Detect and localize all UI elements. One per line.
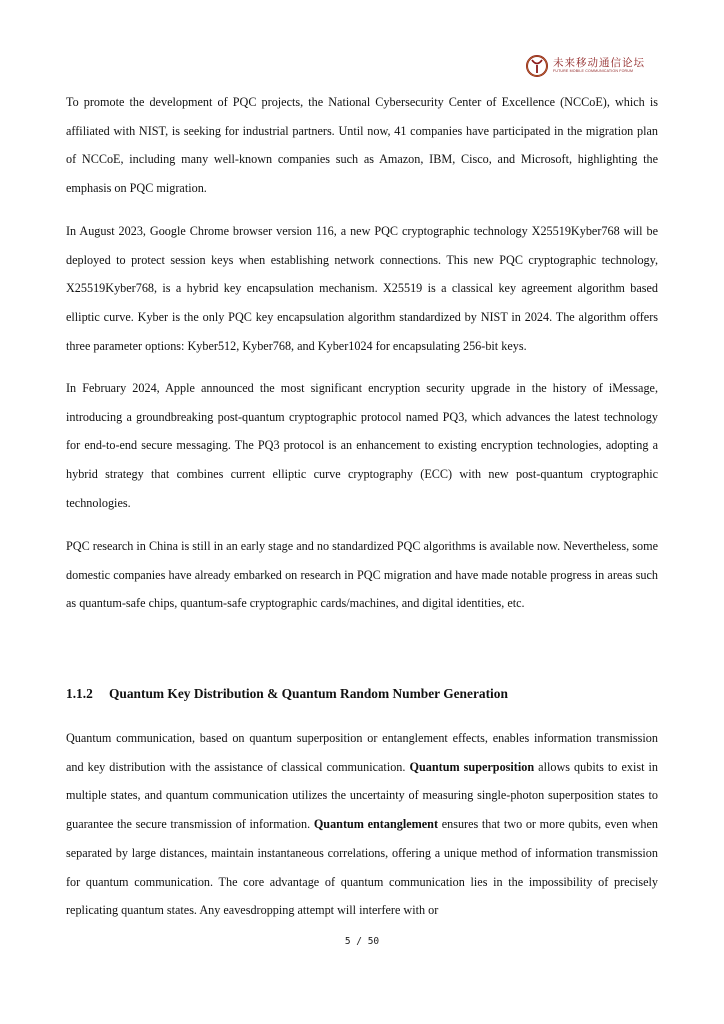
forum-logo-icon [525,54,549,78]
term-quantum-entanglement: Quantum entanglement [313,817,439,832]
paragraph-nccoe: To promote the development of PQC projects, the National Cybersecurity Center of Excellence (NCCoE), which is affiliated with NIST, is seeking for industrial partners. Until now, 41 companies have participated in the migration plan of NCCoE, including many well-known companies such as Amazon, IBM, Cisco, and Microsoft, highlighting the emphasis on PQC migration. [66,95,658,196]
term-quantum-superposition: Quantum superposition [409,759,535,774]
forum-logo [525,53,675,79]
logo-english-text: FUTURE MOBILE COMMUNICATION FORUM [553,69,634,74]
section-number: 1.1.2 [66,686,93,701]
paragraph-google-chrome: In August 2023, Google Chrome browser version 116, a new PQC cryptographic technology X25519Kyber768 will be deployed to protect session keys when establishing network connections. This new PQC cryptographic technology, X25519Kyber768, is a hybrid key encapsulation mechanism. X25519 is a classical key agreement algorithm based elliptic curve. Kyber is the only PQC key encapsulation algorithm standardized by NIST in 2024. The algorithm offers three parameter options: Kyber512, Kyber768, and Kyber1024 for encapsulating 256-bit keys. [66,224,658,353]
paragraph-quantum-communication [66,724,658,925]
section-title: Quantum Key Distribution & Quantum Random Number Generation [109,686,508,701]
paragraph-apple-imessage: In February 2024, Apple announced the most significant encryption security upgrade in the history of iMessage, introducing a groundbreaking post-quantum cryptographic protocol named PQ3, which advances the latest technology for end-to-end secure messaging. The PQ3 protocol is an enhancement to existing encryption technologies, adopting a hybrid strategy that combines current elliptic curve cryptography (ECC) with new post-quantum cryptographic technologies. [66,381,658,510]
qc-text-2: allows qubits to exist in multiple states, and quantum communication utilizes the uncertainty of measuring single-photon superposition states to guarantee the secure transmission of information. [66,759,659,832]
qc-text-3: ensures that two or more qubits, even when separated by large distances, maintain instantaneous correlations, offering a unique method of information transmission for quantum communication. The core advantage of quantum communication lies in the impossibility of precisely replicating quantum states. Any eavesdropping attempt will interfere with or [66,817,658,918]
section-heading [66,684,508,704]
logo-chinese-text: 未来移动通信论坛 [553,56,645,69]
page-number: 5 / 50 [344,936,380,947]
paragraph-china-pqc: PQC research in China is still in an early stage and no standardized PQC algorithms is available now. Nevertheless, some domestic companies have already embarked on research in PQC migration and have made notable progress in areas such as quantum-safe chips, quantum-safe cryptographic cards/machines, and digital identities, etc. [66,539,658,611]
qc-text-1: Quantum communication, based on quantum superposition or entanglement effects, enables information transmission and key distribution with the assistance of classical communication. [66,731,658,774]
